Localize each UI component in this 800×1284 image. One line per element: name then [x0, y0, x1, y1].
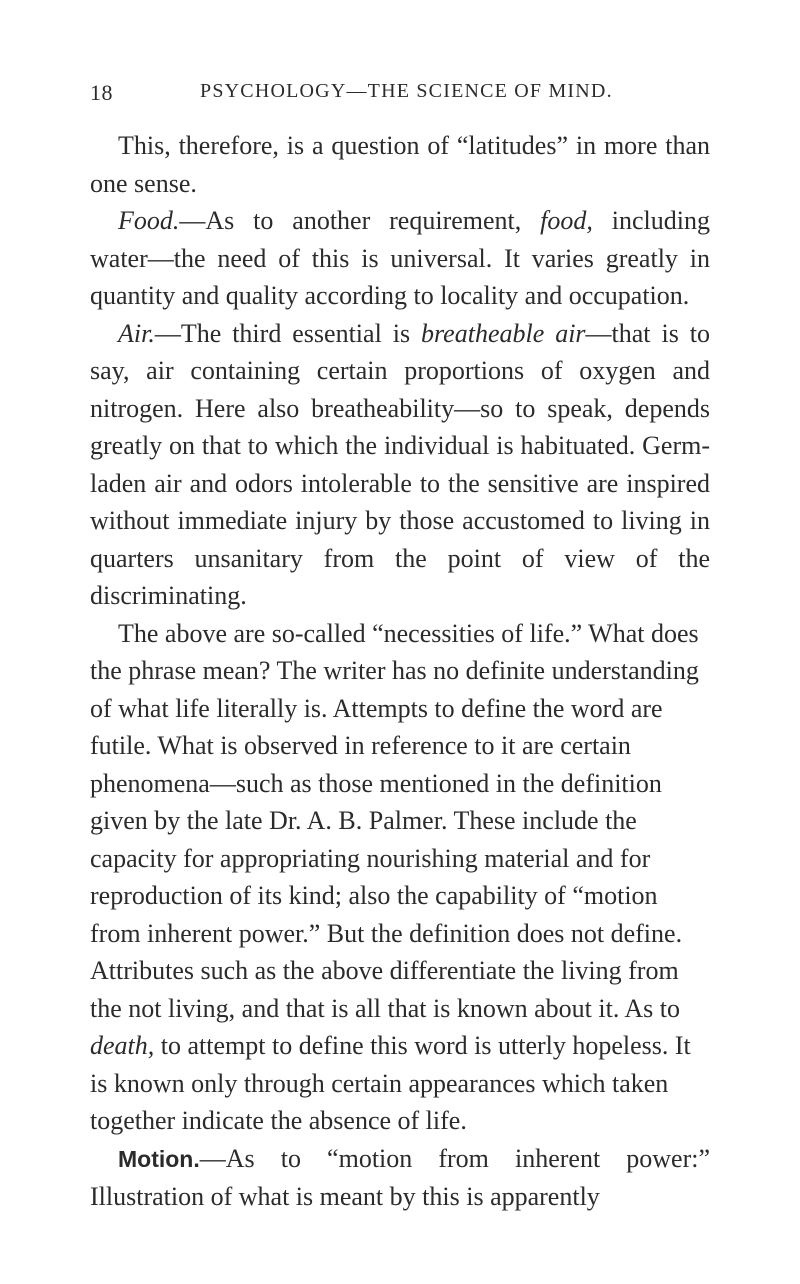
paragraph-text: —The third essential is — [154, 318, 422, 348]
emphasis-food: food, — [540, 206, 593, 235]
page-number: 18 — [90, 80, 113, 105]
paragraph-text: —As to “motion from inherent power:” Illustration of what is meant by this is apparently — [90, 1143, 710, 1211]
paragraph-text: including water—the need of this is universal. It varies greatly in quantity and quality according to locality and occupation. — [90, 206, 710, 310]
running-head: PSYCHOLOGY—THE SCIENCE OF MIND. — [200, 80, 613, 102]
emphasis-death: death, — [90, 1031, 155, 1060]
paragraph-text: The above are so-called “necessities of life.” What does the phrase mean? The writer has no definite understanding of what life literally is. Attempts to define the word are futile. What is observed in reference to it are certain phenomena—such as those mentioned in the definition given by the late Dr. A. B. Palmer. These include the capacity for appropriating nourishing material and for reproduction of its kind; also the capability of “motion from inherent power.” But the definition does not define. Attributes such as the above differentiate the living from the not living, and that is all that is known about it. As to — [90, 618, 699, 1023]
section-heading-air: Air. — [118, 318, 155, 348]
emphasis-breatheable-air: breatheable air — [421, 318, 586, 348]
paragraph-motion — [90, 1140, 710, 1216]
paragraph-air — [90, 315, 710, 615]
paragraph-text: This, therefore, is a question of “latitudes” in more than one sense. — [90, 131, 710, 198]
paragraph-life — [90, 615, 710, 1140]
section-heading-motion: Motion. — [118, 1145, 200, 1172]
page-header — [90, 80, 710, 114]
paragraph-text: to attempt to define this word is utterly hopeless. It is known only through certain appearances which taken together indicate the absence of life. — [90, 1031, 691, 1135]
paragraph-latitudes — [90, 127, 710, 202]
paragraph-text: —As to another requirement, — [179, 206, 541, 235]
body-text — [90, 127, 710, 1216]
paragraph-text: —that is to say, air containing certain proportions of oxygen and nitrogen. Here also breatheability—so to speak, depends greatly on that to which the individual is habituated. Germ-laden air and odors intolerable to the sensitive are inspired without immediate injury by those accustomed to living in quarters unsanitary from the point of view of the discriminating. — [90, 318, 710, 610]
section-heading-food: Food. — [118, 206, 180, 235]
paragraph-food — [90, 202, 710, 315]
